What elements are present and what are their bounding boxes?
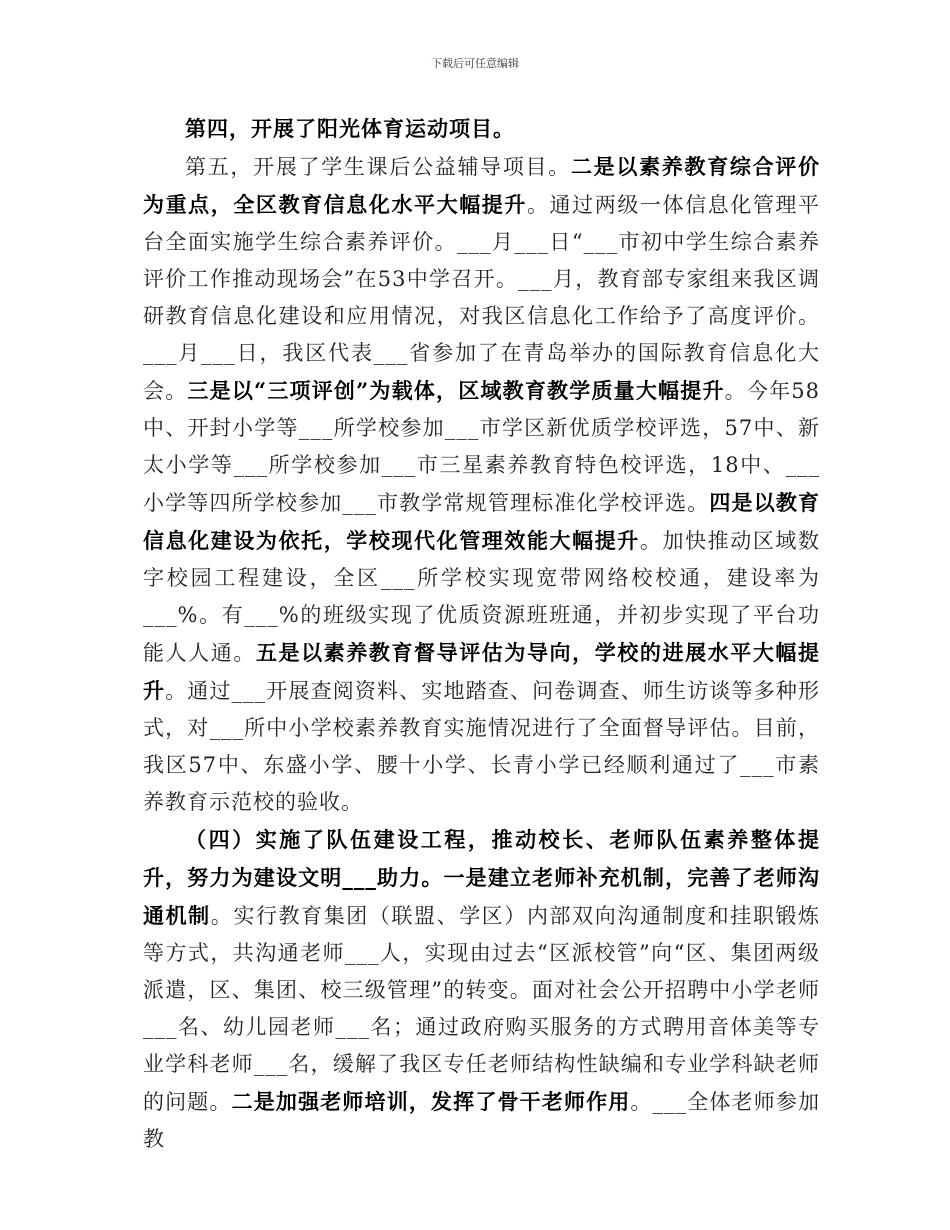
text-segment: （四）实施了队伍建设工程，推动校长、老师队伍素养整体提升，努力为建设文明___助力。一是建立老师补充机制，完善了老师沟通机制 — [143, 827, 820, 928]
text-segment: 。今年58中、开封小学等___所学校参加___市学区新优质学校评选，57中、新太小学等___所学校参加___市三星素养教育特色校评选，18中、___小学等四所学校参加___市教学常规管理标准化学校评选。 — [143, 379, 821, 515]
page-header: 下载后可任意编辑 — [431, 57, 519, 70]
paragraph — [143, 821, 820, 1158]
text-segment: 第五，开展了学生课后公益辅导项目。 — [185, 155, 571, 179]
text-segment: 二是以素养教育综合评价为重点，全区教育信息化水平大幅提升 — [143, 154, 821, 217]
paragraph — [143, 110, 820, 148]
text-segment: 四是以教育信息化建设为依托，学校现代化管理效能大幅提升 — [143, 490, 821, 553]
text-segment: 五是以素养教育督导评估为导向，学校的进展水平大幅提升 — [143, 640, 821, 703]
document-body — [143, 110, 820, 1158]
text-segment: 。___全体老师参加教 — [143, 1090, 821, 1151]
text-segment: 。通过___开展查阅资料、实地踏查、问卷调查、师生访谈等多种形式，对___所中小学校素养教育实施情况进行了全面督导评估。目前，我区57中、东盛小学、腰十小学、长青小学已经顺利通过了___市素养教育示范校的验收。 — [143, 679, 820, 814]
text-segment: 。通过两级一体信息化管理平台全面实施学生综合素养评价。___月___日“___市初中学生综合素养评价工作推动现场会”在53中学召开。___月，教育部专家组来我区调研教育信息化建设和应用情况，对我区信息化工作给予了高度评价。___月___日，我区代表___省参加了在青岛举办的国际教育信息化大会。 — [143, 193, 821, 403]
paragraph — [143, 148, 820, 821]
text-segment: 。实行教育集团（联盟、学区）内部双向沟通制度和挂职锻炼等方式，共沟通老师___人，实现由过去“区派校管”向“区、集团两级派遣，区、集团、校三级管理”的转变。面对社会公开招聘中小学老师___名、幼儿园老师___名；通过政府购买服务的方式聘用音体美等专业学科老师___名，缓解了我区专任老师结构性缺编和专业学科缺老师的问题。 — [143, 904, 821, 1114]
text-segment: 第四，开展了阳光体育运动项目。 — [185, 116, 515, 141]
text-segment: 。加快推动区域数字校园工程建设，全区___所学校实现宽带网络校校通，建设率为___%。有___%的班级实现了优质资源班班通，并初步实现了平台功能人人通。 — [143, 529, 821, 665]
text-segment: 二是加强老师培训，发挥了骨干老师作用 — [231, 1089, 631, 1114]
text-segment: 三是以“三项评创”为载体，区域教育教学质量大幅提升 — [187, 378, 725, 403]
